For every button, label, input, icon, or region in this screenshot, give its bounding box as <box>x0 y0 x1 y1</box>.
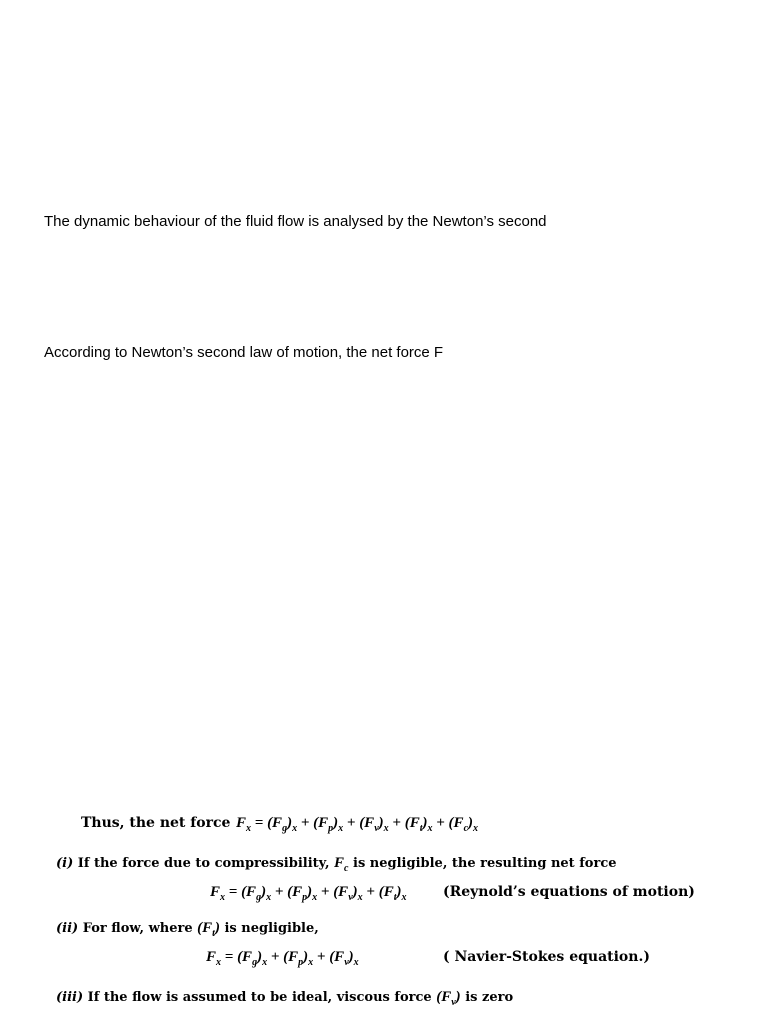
thus-label: Thus, the net force <box>81 815 231 831</box>
case-iii-text-after: is zero <box>465 990 514 1005</box>
case-ii-text-before: For flow, where <box>82 921 193 936</box>
case-i-marker: (i) <box>56 856 74 871</box>
equation-reynolds: $F_x = (F_g)_x + (F_p)_x + (F_v)_x + (F_t)_x$ <box>210 884 407 903</box>
case-ii-text-after: is negligible, <box>224 921 319 936</box>
equation-net-force: $F_x = (F_g)_x + (F_p)_x + (F_v)_x + (F_t)_x + (F_c)_x$ <box>236 815 479 834</box>
navier-stokes-note: ( Navier-Stokes equation.) <box>443 949 650 965</box>
equation-navier-stokes: $F_x = (F_g)_x + (F_p)_x + (F_v)_x$ <box>206 949 359 968</box>
case-ii-marker: (ii) <box>56 921 79 936</box>
case-iii-marker: (iii) <box>56 990 84 1005</box>
reynolds-note: (Reynold’s equations of motion) <box>443 884 695 900</box>
case-iii-line: (iii) If the flow is assumed to be ideal, viscous force $(F_v)$ is zero <box>56 989 514 1008</box>
case-iii-text-before: If the flow is assumed to be ideal, viscous force <box>87 990 432 1005</box>
paragraph-newton-law: According to Newton’s second law of motion, the net force F <box>44 344 444 361</box>
case-i-text-after: is negligible, the resulting net force <box>353 856 617 871</box>
case-i-line: (i) If the force due to compressibility, $F_c$ is negligible, the resulting net force <box>56 855 617 874</box>
paragraph-dynamic-behaviour: The dynamic behaviour of the fluid flow is analysed by the Newton’s second <box>44 213 547 230</box>
case-ii-line: (ii) For flow, where $(F_t)$ is negligible, <box>56 920 319 939</box>
case-i-text-before: If the force due to compressibility, <box>77 856 330 871</box>
